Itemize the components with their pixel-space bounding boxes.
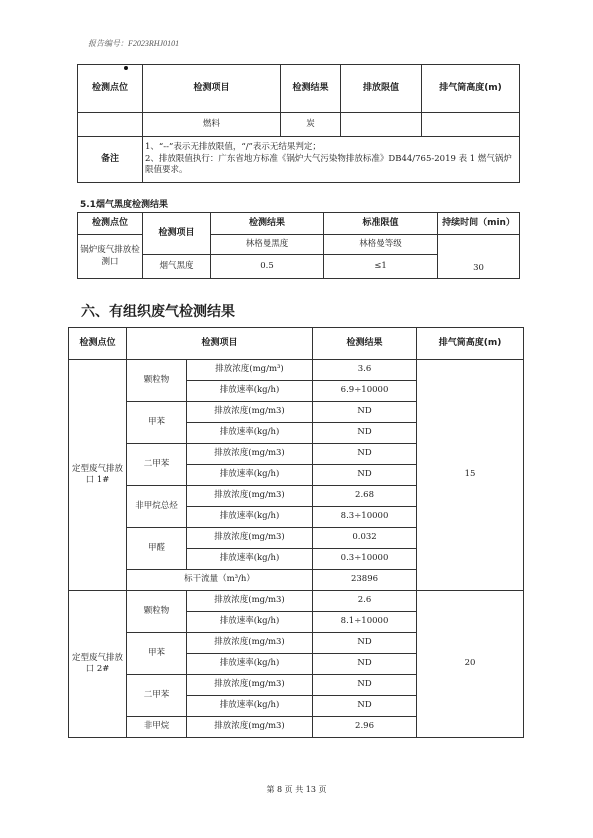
pollutant-name: 二甲苯 (127, 675, 187, 717)
conc-label: 排放浓度(mg/m3) (187, 402, 313, 423)
rate-label: 排放速率(kg/h) (187, 696, 313, 717)
remark-line-2: 2、排放限值执行：广东省地方标准《锅炉大气污染物排放标准》DB44/765-2019 表 1 燃气锅炉限值要求。 (145, 153, 512, 176)
pollutant-name: 甲醛 (127, 528, 187, 570)
rate-value: ND (313, 696, 417, 717)
remark-text (143, 137, 520, 183)
rate-value: 8.1÷10000 (313, 612, 417, 633)
rate-label: 排放速率(kg/h) (187, 612, 313, 633)
conc-label: 排放浓度(mg/m³) (187, 360, 313, 381)
header-item: 检测项目 (143, 65, 281, 113)
sub-result: 林格曼黑度 (211, 235, 324, 255)
conc-label: 排放浓度(mg/m3) (187, 633, 313, 654)
header-result: 检测结果 (281, 65, 341, 113)
fuel-label: 燃料 (143, 113, 281, 137)
rate-label: 排放速率(kg/h) (187, 465, 313, 486)
empty-cell (422, 113, 520, 137)
conc-label: 排放浓度(mg/m3) (187, 591, 313, 612)
header-limit: 标准限值 (324, 213, 438, 235)
item-name: 烟气黑度 (143, 255, 211, 279)
pollutant-name: 二甲苯 (127, 444, 187, 486)
section-5-1-title: 5.1烟气黑度检测结果 (80, 200, 168, 210)
header-point: 检测点位 (69, 328, 127, 360)
header-height: 排气筒高度(m) (422, 65, 520, 113)
rate-label: 排放速率(kg/h) (187, 654, 313, 675)
conc-value: ND (313, 402, 417, 423)
conc-value: 3.6 (313, 360, 417, 381)
outlet-2-name: 定型废气排放口 2# (69, 591, 127, 738)
rate-value: 0.3÷10000 (313, 549, 417, 570)
organized-exhaust-table (68, 327, 524, 738)
flow-value: 23896 (313, 570, 417, 591)
header-item: 检测项目 (143, 213, 211, 255)
smoke-blackness-table (77, 212, 520, 279)
header-limit: 排放限值 (341, 65, 422, 113)
remark-label: 备注 (78, 137, 143, 183)
rate-label: 排放速率(kg/h) (187, 507, 313, 528)
remark-line-1: 1、“--”表示无排放限值，“/”表示无结果判定； (145, 142, 321, 153)
pollutant-name: 颗粒物 (127, 591, 187, 633)
rate-value: 6.9÷10000 (313, 381, 417, 402)
rate-value: ND (313, 423, 417, 444)
outlet-1-name: 定型废气排放口 1# (69, 360, 127, 591)
report-number: 报告编号：F2023RHJ0101 (88, 39, 180, 48)
header-point: 检测点位 (78, 65, 143, 113)
rate-value: ND (313, 465, 417, 486)
fuel-value: 炭 (281, 113, 341, 137)
rate-value: ND (313, 654, 417, 675)
flow-label: 标干流量（m³/h） (127, 570, 313, 591)
conc-value: ND (313, 444, 417, 465)
conc-label: 排放浓度(mg/m3) (187, 717, 313, 738)
conc-value: 2.96 (313, 717, 417, 738)
rate-value: 8.3÷10000 (313, 507, 417, 528)
conc-value: ND (313, 675, 417, 696)
point-name: 锅炉废气排放检测口 (78, 235, 143, 279)
header-point: 检测点位 (78, 213, 143, 235)
header-duration: 持续时间（min） (438, 213, 520, 235)
empty-cell (78, 113, 143, 137)
header-height: 排气筒高度(m) (417, 328, 524, 360)
header-result: 检测结果 (313, 328, 417, 360)
pollutant-name: 非甲烷 (127, 717, 187, 738)
conc-label: 排放浓度(mg/m3) (187, 675, 313, 696)
rate-label: 排放速率(kg/h) (187, 549, 313, 570)
rate-label: 排放速率(kg/h) (187, 381, 313, 402)
conc-value: 2.6 (313, 591, 417, 612)
blackness-limit: ≤1 (324, 255, 438, 279)
header-result: 检测结果 (211, 213, 324, 235)
conc-value: 2.68 (313, 486, 417, 507)
pollutant-name: 颗粒物 (127, 360, 187, 402)
outlet-2-height: 20 (417, 591, 524, 738)
conc-label: 排放浓度(mg/m3) (187, 444, 313, 465)
header-item: 检测项目 (127, 328, 313, 360)
conc-value: 0.032 (313, 528, 417, 549)
rate-label: 排放速率(kg/h) (187, 423, 313, 444)
section-6-title: 六、有组织废气检测结果 (81, 304, 235, 320)
outlet-1-height: 15 (417, 360, 524, 591)
duration-value: 30 (438, 235, 520, 279)
pollutant-name: 甲苯 (127, 633, 187, 675)
sub-limit: 林格曼等级 (324, 235, 438, 255)
pollutant-name: 非甲烷总烃 (127, 486, 187, 528)
pollutant-name: 甲苯 (127, 402, 187, 444)
page-footer: 第 8 页 共 13 页 (266, 785, 327, 794)
conc-value: ND (313, 633, 417, 654)
conc-label: 排放浓度(mg/m3) (187, 528, 313, 549)
conc-label: 排放浓度(mg/m3) (187, 486, 313, 507)
empty-cell (341, 113, 422, 137)
boiler-result-table (77, 64, 520, 183)
blackness-value: 0.5 (211, 255, 324, 279)
